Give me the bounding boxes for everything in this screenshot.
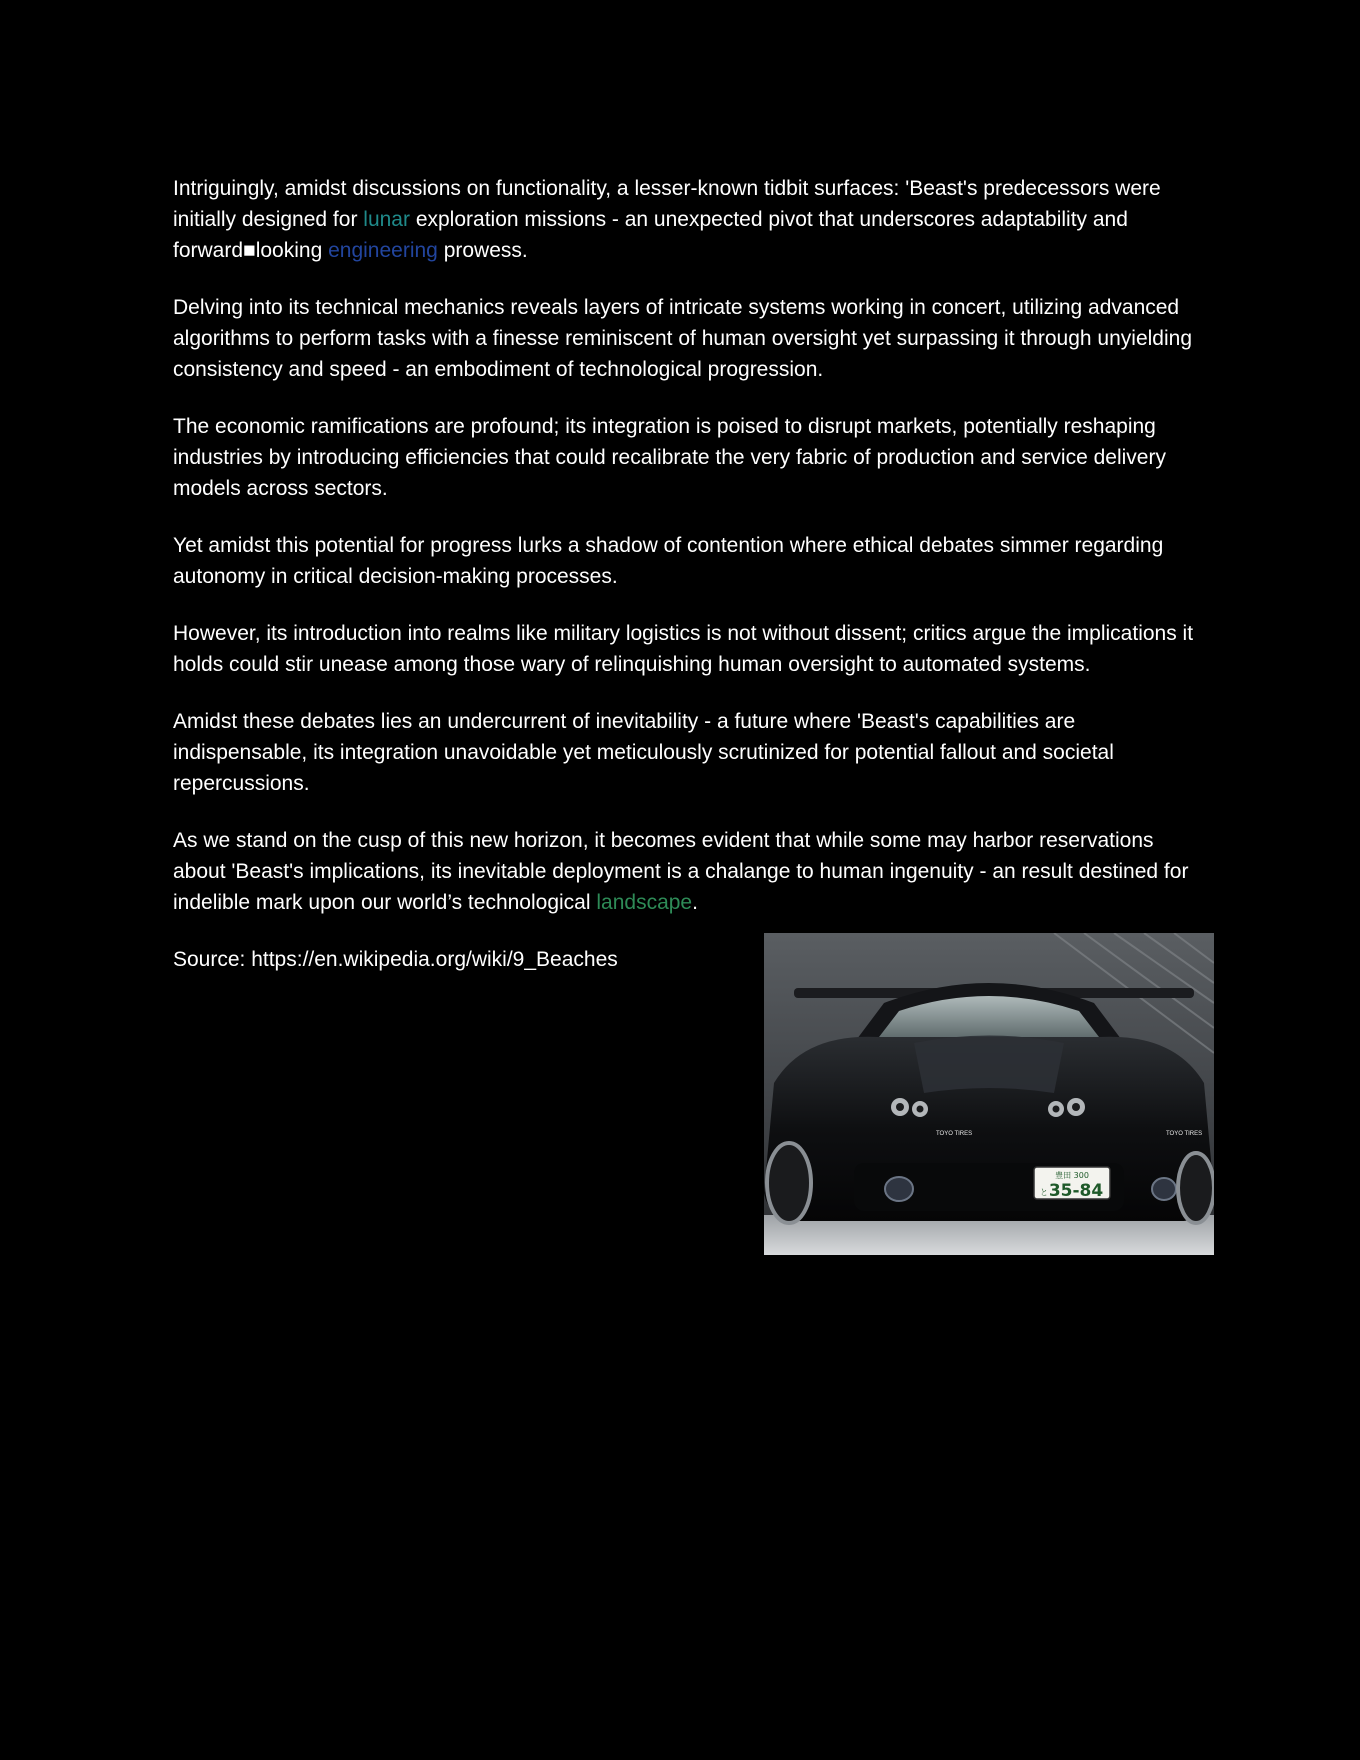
- paragraph-2: Delving into its technical mechanics reveals layers of intricate systems working in concert, utilizing advanced algorithms to perform tasks with a finesse reminiscent of human oversight yet surpassing it through unyielding consistency and speed - an embodiment of technological progression.: [173, 296, 1192, 381]
- svg-text:と: と: [1040, 1188, 1048, 1197]
- fog-light-right: [1152, 1178, 1176, 1200]
- license-plate: [1034, 1167, 1110, 1201]
- paragraph-1-text-b: exploration missions - an unexpected pivot that underscores adaptability and forward■looking: [173, 208, 1128, 262]
- paragraph-1-text-a: Intriguingly, amidst discussions on functionality, a lesser-known tidbit surfaces: 'Beast's predecessors were initially designed for: [173, 177, 1161, 231]
- paragraph-4: Yet amidst this potential for progress lurks a shadow of contention where ethical debates simmer regarding autonomy in critical decision-making processes.: [173, 534, 1164, 588]
- link-lunar[interactable]: lunar: [363, 208, 410, 231]
- source-row: [173, 944, 1203, 1274]
- paragraph-7: [173, 825, 1195, 918]
- svg-text:35-84: 35-84: [1048, 1181, 1104, 1201]
- sponsor-badge-right: TOYO TIRES: [1166, 1131, 1203, 1137]
- paragraph-3: The economic ramifications are profound; its integration is poised to disrupt markets, potentially reshaping industries by introducing efficiencies that could recalibrate the very fabric of production and service delivery models across sectors.: [173, 415, 1166, 500]
- wheel-left: [767, 1143, 811, 1223]
- fog-light-left: [885, 1177, 913, 1201]
- wheel-right: [1178, 1153, 1214, 1223]
- car-photo-illustration: [764, 933, 1214, 1255]
- svg-text:豊田 300: 豊田 300: [1055, 1171, 1089, 1180]
- article-body: [173, 173, 1203, 1274]
- car-photo: [764, 933, 1214, 1255]
- paragraph-1: [173, 173, 1195, 266]
- link-landscape[interactable]: landscape: [596, 891, 693, 914]
- paragraph-1-text-c: prowess.: [437, 239, 528, 262]
- paragraph-5: However, its introduction into realms like military logistics is not without dissent; critics argue the implications it holds could stir unease among those wary of relinquishing human oversight to automated systems.: [173, 622, 1194, 676]
- paragraph-7-text-b: .: [692, 891, 698, 914]
- sponsor-badge-left: TOYO TIRES: [936, 1131, 973, 1137]
- source-citation: Source: https://en.wikipedia.org/wiki/9_Beaches: [173, 948, 618, 971]
- hood-highlight: [914, 1036, 1064, 1094]
- paragraph-6: Amidst these debates lies an undercurrent of inevitability - a future where 'Beast's capabilities are indispensable, its integration unavoidable yet meticulously scrutinized for potential fallout and societal repercussions.: [173, 710, 1114, 795]
- paragraph-7-text-a: As we stand on the cusp of this new horizon, it becomes evident that while some may harbor reservations about 'Beast's implications, its inevitable deployment is a chalange to human ingenuity - an result destined for indelible mark upon our world’s technological: [173, 829, 1189, 914]
- link-engineering[interactable]: engineering: [328, 239, 438, 262]
